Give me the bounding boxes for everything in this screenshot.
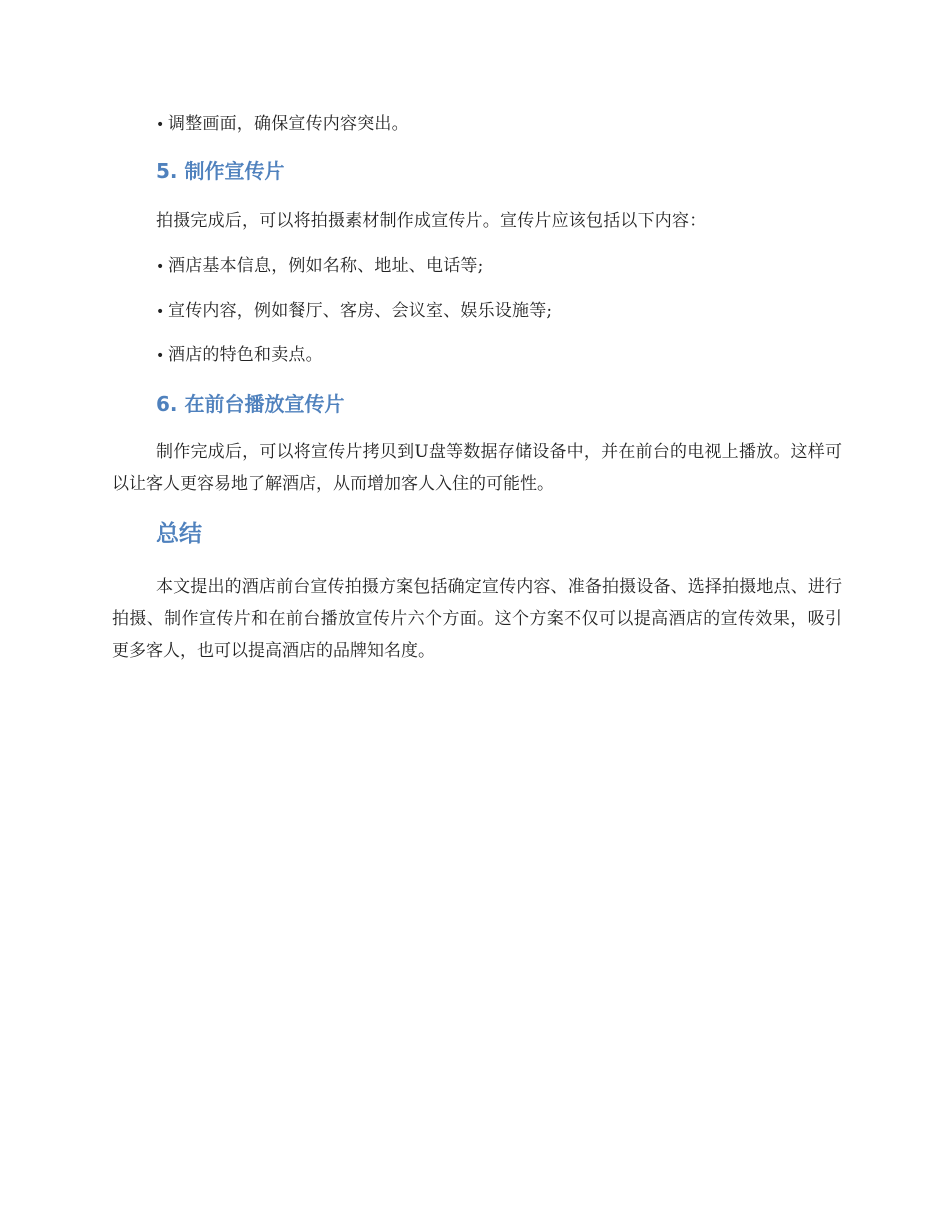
section-heading-5: 5. 制作宣传片 <box>156 159 285 183</box>
list-item-text: 宣传内容，例如餐厅、客房、会议室、娱乐设施等; <box>168 301 553 321</box>
summary-paragraph: 本文提出的酒店前台宣传拍摄方案包括确定宣传内容、准备拍摄设备、选择拍摄地点、进行拍摄、制作宣传片和在前台播放宣传片六个方面。这个方案不仅可以提高酒店的宣传效果，吸引更多客人，也可以提高酒店的品牌知名度。 <box>112 577 842 661</box>
list-item <box>156 299 552 324</box>
section-paragraph: 制作完成后，可以将宣传片拷贝到U盘等数据存储设备中，并在前台的电视上播放。这样可以让客人更容易地了解酒店，从而增加客人入住的可能性。 <box>112 442 842 494</box>
list-item <box>156 343 323 368</box>
list-item-text: 酒店基本信息，例如名称、地址、电话等; <box>168 256 484 276</box>
bullet-icon: • <box>156 304 165 320</box>
section-heading-6: 6. 在前台播放宣传片 <box>156 392 345 416</box>
list-item <box>156 112 409 137</box>
bullet-icon: • <box>156 117 165 133</box>
list-item <box>156 254 484 279</box>
bullet-icon: • <box>156 259 165 275</box>
bullet-icon: • <box>156 348 165 364</box>
list-item-text: 酒店的特色和卖点。 <box>168 345 323 365</box>
section-intro: 拍摄完成后，可以将拍摄素材制作成宣传片。宣传片应该包括以下内容： <box>156 211 707 231</box>
summary-heading: 总结 <box>156 521 202 547</box>
list-item-text: 调整画面，确保宣传内容突出。 <box>168 114 409 134</box>
